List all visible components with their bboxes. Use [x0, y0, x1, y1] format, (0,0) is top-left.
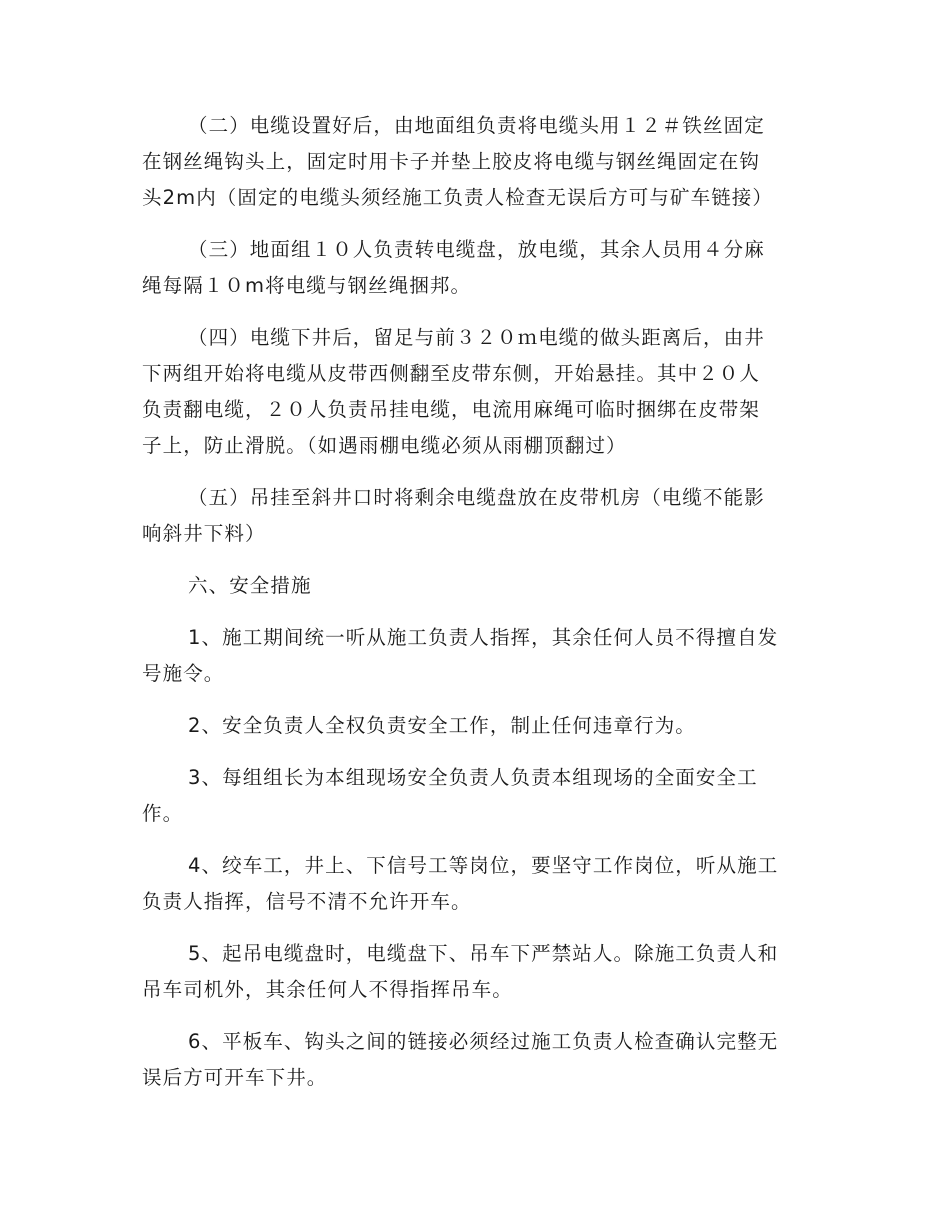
- document-page: [142, 108, 812, 1112]
- heading-text: 六、安全措施: [188, 574, 312, 597]
- text-line: 4、绞车工，井上、下信号工等岗位，要坚守工作岗位，听从施工: [188, 854, 779, 877]
- text-line: 号施令。: [142, 662, 225, 685]
- text-line: 负责人指挥，信号不清不允许开车。: [142, 890, 472, 913]
- text-line: （三）地面组１０人负责转电缆盘，放电缆，其余人员用４分麻: [188, 238, 765, 261]
- text-line: 在钢丝绳钩头上，固定时用卡子并垫上胶皮将电缆与钢丝绳固定在钩: [142, 150, 761, 173]
- safety-item-4: [142, 848, 812, 920]
- text-line: 负责翻电缆，２０人负责吊挂电缆，电流用麻绳可临时捆绑在皮带架: [142, 398, 761, 421]
- text-line: （四）电缆下井后，留足与前３２０ｍ电缆的做头距离后，由井: [188, 326, 765, 349]
- text-line: 5、起吊电缆盘时，电缆盘下、吊车下严禁站人。除施工负责人和: [188, 942, 779, 965]
- text-line: 误后方可开车下井。: [142, 1066, 328, 1089]
- safety-item-5: [142, 936, 812, 1008]
- text-line: 1、施工期间统一听从施工负责人指挥，其余任何人员不得擅自发: [188, 626, 779, 649]
- paragraph-shaft-mouth: [142, 480, 812, 552]
- text-line: 吊车司机外，其余任何人不得指挥吊车。: [142, 978, 513, 1001]
- safety-item-3: [142, 760, 812, 832]
- text-line: 下两组开始将电缆从皮带西侧翻至皮带东侧，开始悬挂。其中２０人: [142, 362, 761, 385]
- safety-item-6: [142, 1024, 812, 1096]
- text-line: （二）电缆设置好后，由地面组负责将电缆头用１２＃铁丝固定: [188, 114, 765, 137]
- text-line: 响斜井下料）: [142, 522, 266, 545]
- section-heading-safety: [142, 568, 812, 604]
- safety-item-1: [142, 620, 812, 692]
- text-line: 头2m内（固定的电缆头须经施工负责人检查无误后方可与矿车链接）: [142, 186, 774, 209]
- text-line: 子上，防止滑脱。（如遇雨棚电缆必须从雨棚顶翻过）: [142, 434, 627, 457]
- safety-item-2: [142, 708, 812, 744]
- text-line: （五）吊挂至斜井口时将剩余电缆盘放在皮带机房（电缆不能影: [188, 486, 765, 509]
- paragraph-cable-fixing: [142, 108, 812, 216]
- text-line: 2、安全负责人全权负责安全工作，制止任何违章行为。: [188, 714, 696, 737]
- paragraph-cable-descent: [142, 320, 812, 464]
- text-line: 作。: [142, 802, 184, 825]
- text-line: 绳每隔１０m将电缆与钢丝绳捆邦。: [142, 274, 472, 297]
- paragraph-cable-reel: [142, 232, 812, 304]
- text-line: 3、每组组长为本组现场安全负责人负责本组现场的全面安全工: [188, 766, 758, 789]
- text-line: 6、平板车、钩头之间的链接必须经过施工负责人检查确认完整无: [188, 1030, 779, 1053]
